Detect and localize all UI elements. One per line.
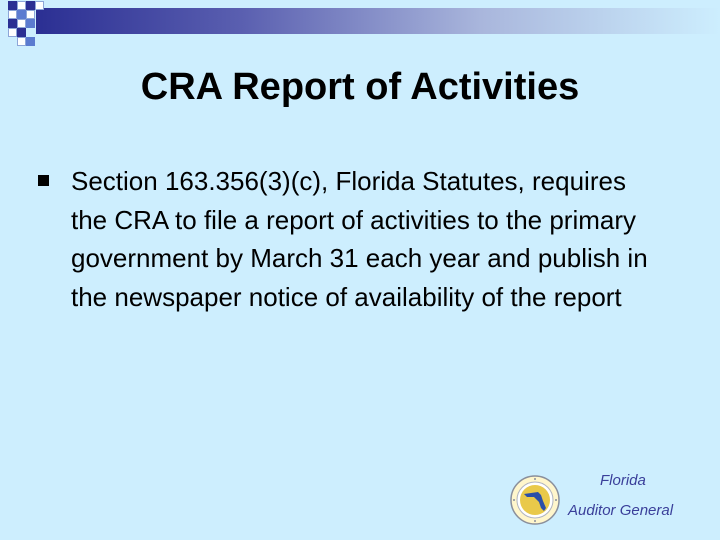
square-bullet-icon [38,175,49,186]
auditor-general-logo [508,470,718,530]
logo-text-florida: Florida [600,472,646,489]
bullet-text: Section 163.356(3)(c), Florida Statutes, requires the CRA to file a report of activities to the primary government by March 31 each year and publish in the newspaper notice of availability of the report [71,166,648,312]
header-gradient-bar [36,8,720,34]
logo-text-auditor-general: Auditor General [568,502,674,519]
slide-title: CRA Report of Activities [140,66,580,108]
florida-seal-icon [510,475,560,525]
